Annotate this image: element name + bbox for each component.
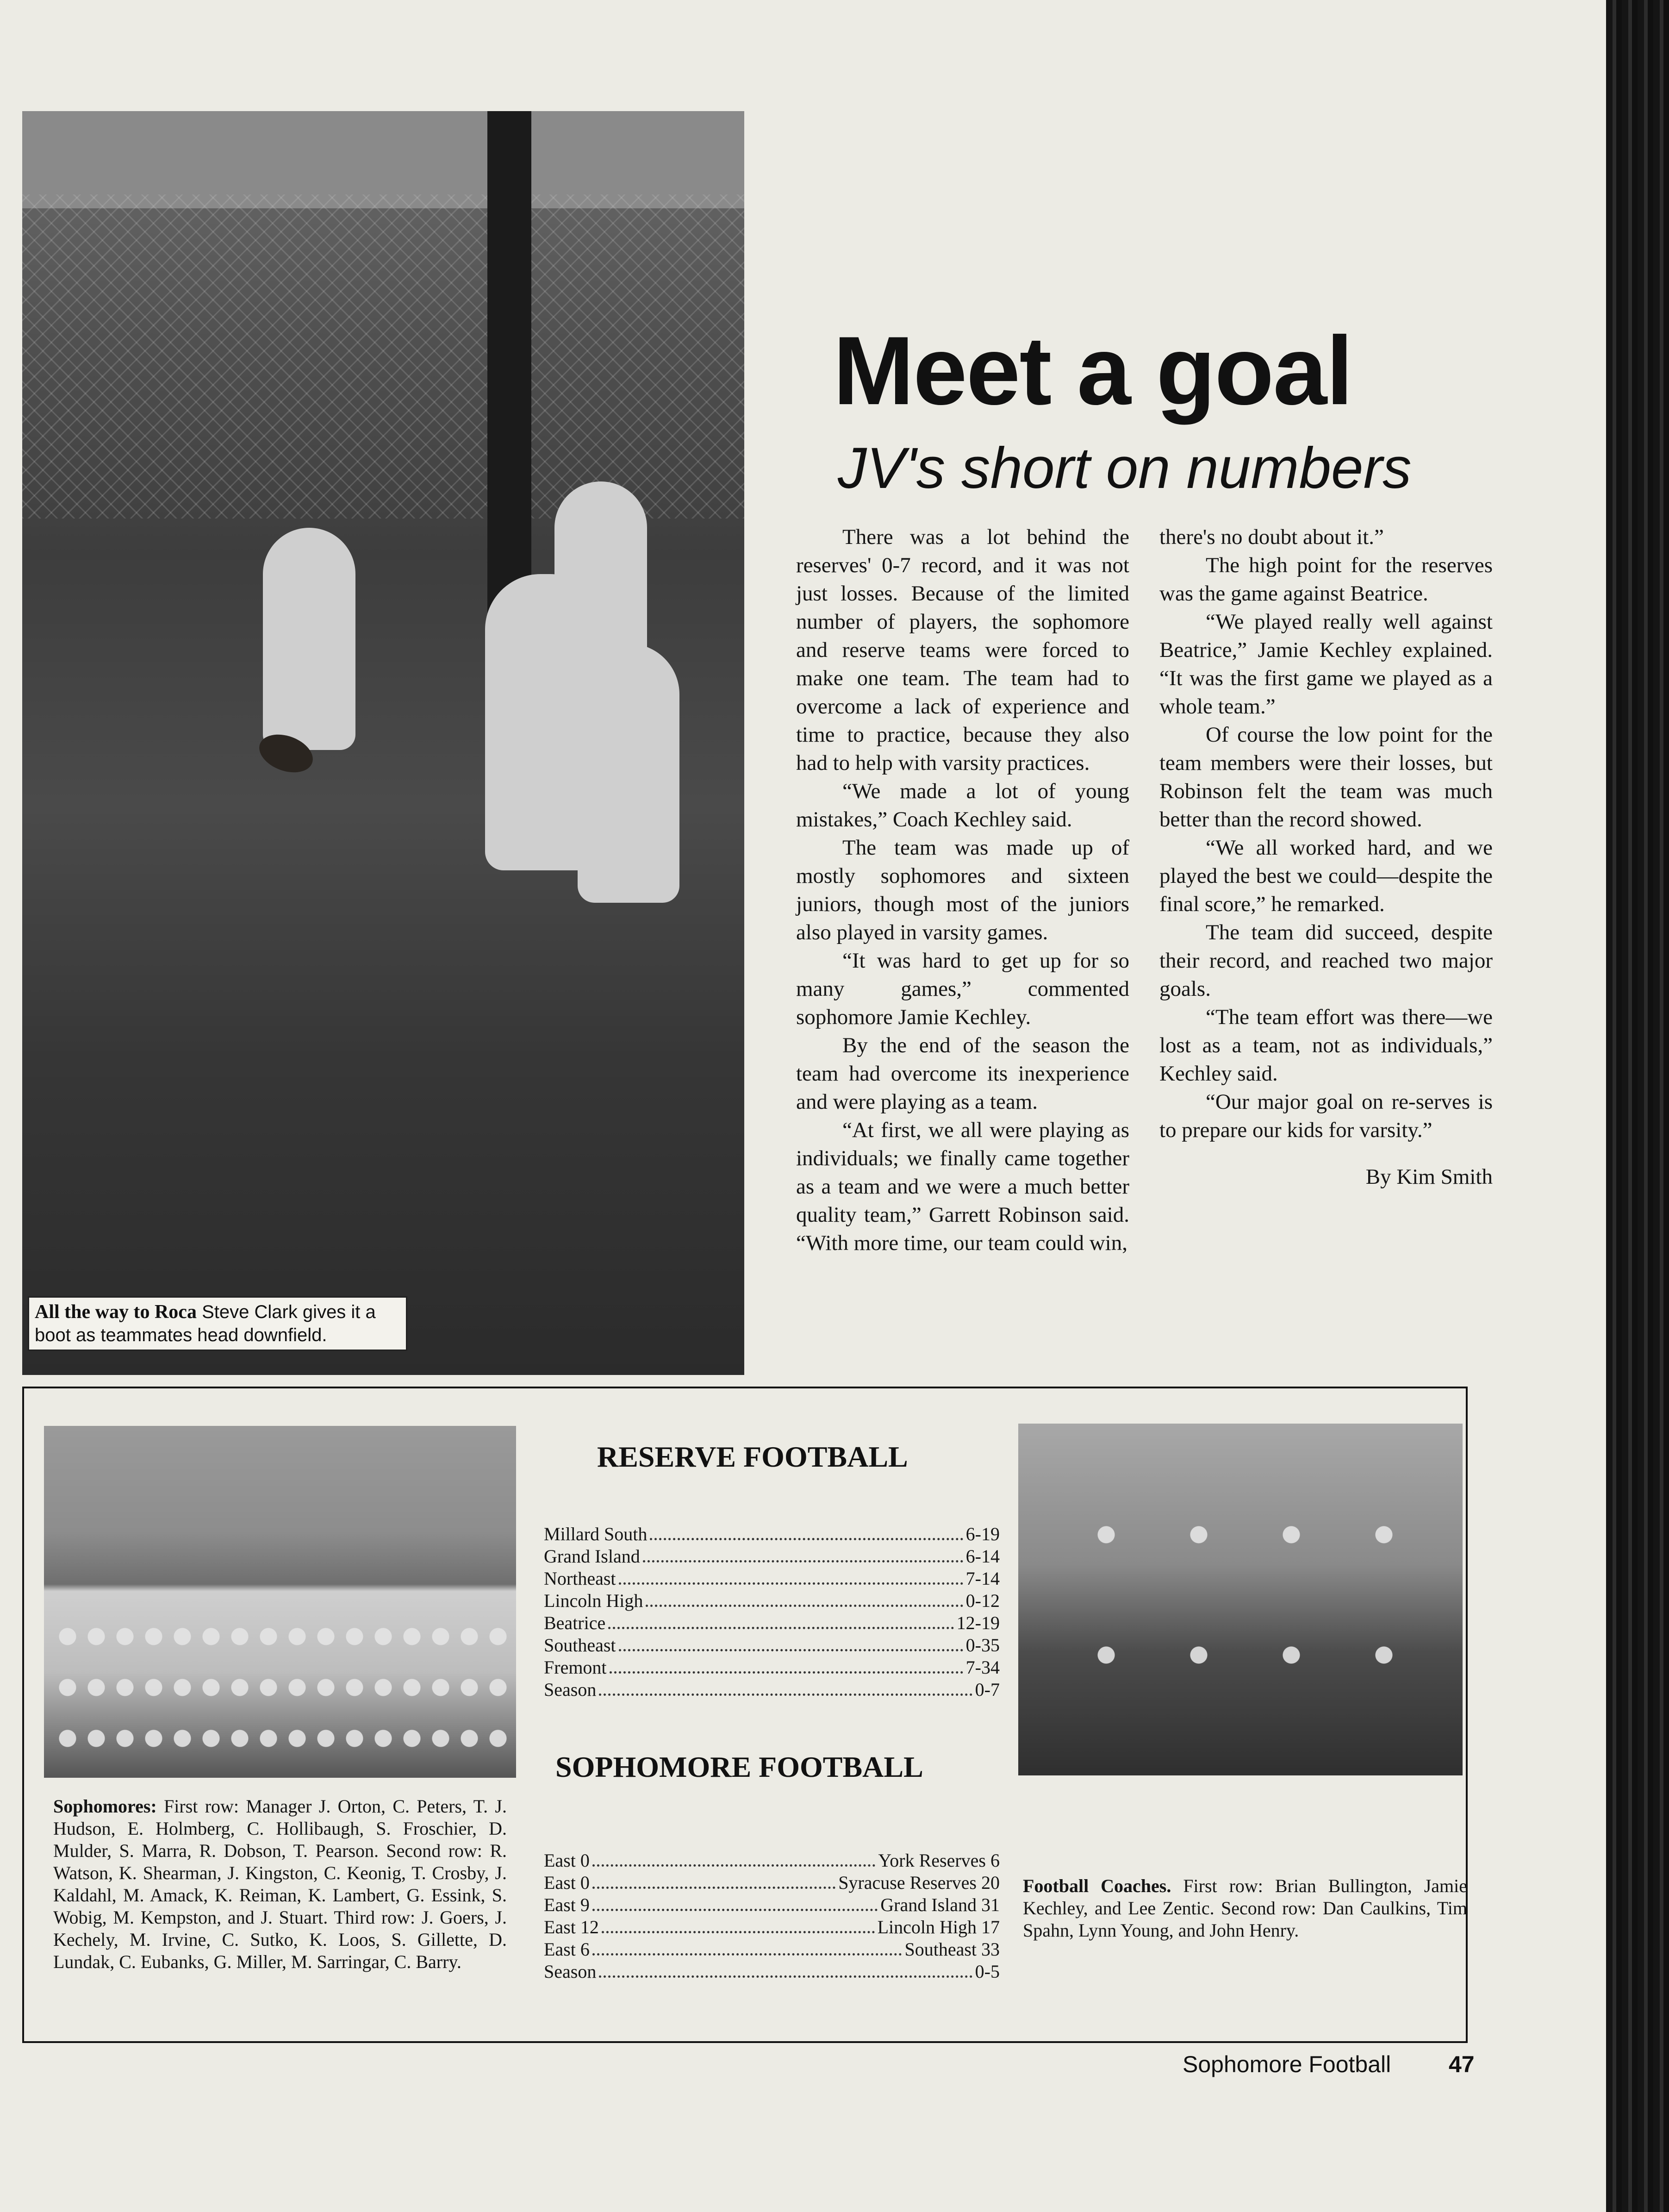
article-subheadline: JV's short on numbers [838, 436, 1412, 500]
schedule-row [544, 1612, 1000, 1634]
opponent-score: Southeast 33 [904, 1939, 1000, 1960]
opponent: Millard South [544, 1524, 648, 1544]
schedule-row [544, 1545, 1000, 1568]
leader-dots [592, 1887, 835, 1889]
score: 7-34 [965, 1657, 1000, 1678]
schedule-row [544, 1523, 1000, 1545]
article-paragraph: “We all worked hard, and we played the best we could—despite the final score,” he remarked. [1159, 836, 1493, 916]
opponent: Northeast [544, 1568, 616, 1589]
reserve-football-title: RESERVE FOOTBALL [597, 1440, 908, 1473]
article-column-left [796, 523, 1129, 1257]
team-score: East 6 [544, 1939, 590, 1960]
schedule-row [544, 1656, 1000, 1679]
schedule-row [544, 1634, 1000, 1656]
reserve-schedule [544, 1523, 1000, 1701]
article-paragraph: By the end of the season the team had overcome its inexperience and were playing as a team. [796, 1033, 1129, 1114]
article-headline: Meet a goal [833, 316, 1352, 425]
sophomore-football-title: SOPHOMORE FOOTBALL [555, 1750, 923, 1783]
leader-dots [592, 1864, 876, 1867]
opponent: Southeast [544, 1635, 616, 1656]
sophomore-team-photo [44, 1426, 516, 1778]
hero-caption-lead: All the way to Roca [35, 1301, 197, 1323]
article-paragraph: “Our major goal on re-serves is to prepare our kids for varsity.” [1159, 1090, 1493, 1142]
coach-caption-text: First row: Brian Bullington, Jamie Kechley, and Lee Zentic. Second row: Dan Caulkins, Tim Spahn, Lynn Young, and John Henry. [1023, 1875, 1468, 1941]
leader-dots [643, 1560, 963, 1562]
article-paragraph: The team did succeed, despite their record, and reached two major goals. [1159, 920, 1493, 1001]
schedule-row [544, 1961, 1000, 1983]
book-binding [1606, 0, 1669, 2212]
photo-player [263, 528, 355, 750]
leader-dots [646, 1605, 963, 1607]
coach-caption-lead: Football Coaches. [1023, 1875, 1171, 1896]
leader-dots [610, 1671, 963, 1674]
soph-caption-text: First row: Manager J. Orton, C. Peters, T. J. Hudson, E. Holmberg, C. Hollibaugh, S. Froschier, D. Mulder, S. Marra, R. Dobson, T. Pearson. Second row: R. Watson, K. Shearman, J. Kingston, C. Keonig, T. Crosby, J. Kaldahl, M. Amack, K. Reiman, K. Lambert, G. Essink, S. Wobig, M. Kempston, and J. Stuart. Third row: J. Goers, J. Kechely, M. Irvine, C. Sutko, K. Loos, S. Gillette, D. Lundak, C. Eubanks, G. Miller, M. Sarringar, C. Barry. [53, 1796, 507, 1972]
schedule-row [544, 1679, 1000, 1701]
opponent: Fremont [544, 1657, 607, 1678]
team-score: Season [544, 1961, 597, 1982]
team-score: East 0 [544, 1850, 590, 1871]
schedule-row [544, 1938, 1000, 1961]
leader-dots [592, 1953, 902, 1956]
score: 0-7 [975, 1679, 1000, 1700]
soph-caption-lead: Sophomores: [53, 1796, 157, 1817]
sophomore-schedule [544, 1850, 1000, 1983]
opponent-score: 0-5 [975, 1961, 1000, 1982]
football-action-photo [22, 111, 744, 1375]
article-paragraph: Of course the low point for the team members were their losses, but Robinson felt the team was much better than the record showed. [1159, 723, 1493, 831]
footer-section-name: Sophomore Football [1183, 2051, 1391, 2077]
team-members [53, 1611, 507, 1764]
coaches-photo [1018, 1424, 1463, 1775]
article-column-right [1159, 523, 1493, 1191]
team-score: East 9 [544, 1894, 590, 1915]
opponent: Lincoln High [544, 1590, 643, 1611]
schedule-row [544, 1850, 1000, 1872]
hero-caption-text: Steve Clark gives it a boot as teammates head downfield. [35, 1302, 376, 1345]
leader-dots [619, 1649, 963, 1651]
score: 0-12 [965, 1590, 1000, 1611]
score: 7-14 [965, 1568, 1000, 1589]
opponent-score: Lincoln High 17 [877, 1917, 1000, 1937]
leader-dots [599, 1975, 972, 1978]
opponent-score: Syracuse Reserves 20 [838, 1872, 1000, 1893]
article-paragraph: “It was hard to get up for so many games,” commented sophomore Jamie Kechley. [796, 949, 1129, 1029]
team-score: East 0 [544, 1872, 590, 1893]
leader-dots [599, 1693, 972, 1696]
schedule-row [544, 1872, 1000, 1894]
leader-dots [602, 1931, 875, 1933]
leader-dots [608, 1627, 953, 1629]
team-score: East 12 [544, 1917, 599, 1937]
photo-player [578, 644, 679, 903]
opponent: Grand Island [544, 1546, 640, 1567]
hero-photo-caption [28, 1296, 407, 1351]
article-paragraph-continued: there's no doubt about it.” [1159, 525, 1384, 549]
score: 6-14 [965, 1546, 1000, 1567]
page-number: 47 [1449, 2051, 1475, 2077]
schedule-row [544, 1916, 1000, 1938]
leader-dots [592, 1909, 878, 1911]
schedule-row [544, 1894, 1000, 1916]
article-paragraph: “At first, we all were playing as individuals; we finally came together as a team and we were a much better quality team,” Garrett Robinson said. “With more time, our team could win, [796, 1118, 1129, 1255]
leader-dots [619, 1582, 963, 1585]
schedule-row [544, 1590, 1000, 1612]
opponent-score: York Reserves 6 [878, 1850, 1000, 1871]
leader-dots [650, 1538, 963, 1540]
article-paragraph: There was a lot behind the reserves' 0-7 record, and it was not just losses. Because of the limited number of players, the sophomore and reserve teams were forced to make one team. The team had to overcome a lack of experience and time to practice, because they also had to help with varsity practices. [796, 525, 1129, 775]
article-paragraph: The high point for the reserves was the game against Beatrice. [1159, 553, 1493, 606]
score: 0-35 [965, 1635, 1000, 1656]
opponent: Beatrice [544, 1612, 606, 1633]
article-paragraph: “We made a lot of young mistakes,” Coach Kechley said. [796, 779, 1129, 831]
coaches [1060, 1475, 1430, 1752]
schedule-row [544, 1568, 1000, 1590]
article-paragraph: “We played really well against Beatrice,” Jamie Kechley explained. “It was the first game we played as a whole team.” [1159, 610, 1493, 719]
score: 6-19 [965, 1524, 1000, 1544]
article-paragraph: The team was made up of mostly sophomores and sixteen juniors, though most of the juniors also played in varsity games. [796, 836, 1129, 944]
coaches-photo-caption [1023, 1875, 1467, 1942]
sophomore-photo-caption [53, 1795, 507, 1973]
opponent: Season [544, 1679, 597, 1700]
photo-sky [22, 111, 744, 208]
score: 12-19 [956, 1612, 1000, 1633]
article-paragraph: “The team effort was there—we lost as a team, not as individuals,” Kechley said. [1159, 1005, 1493, 1086]
photo-fence [22, 194, 744, 519]
opponent-score: Grand Island 31 [880, 1894, 1000, 1915]
article-byline: By Kim Smith [1365, 1165, 1493, 1189]
